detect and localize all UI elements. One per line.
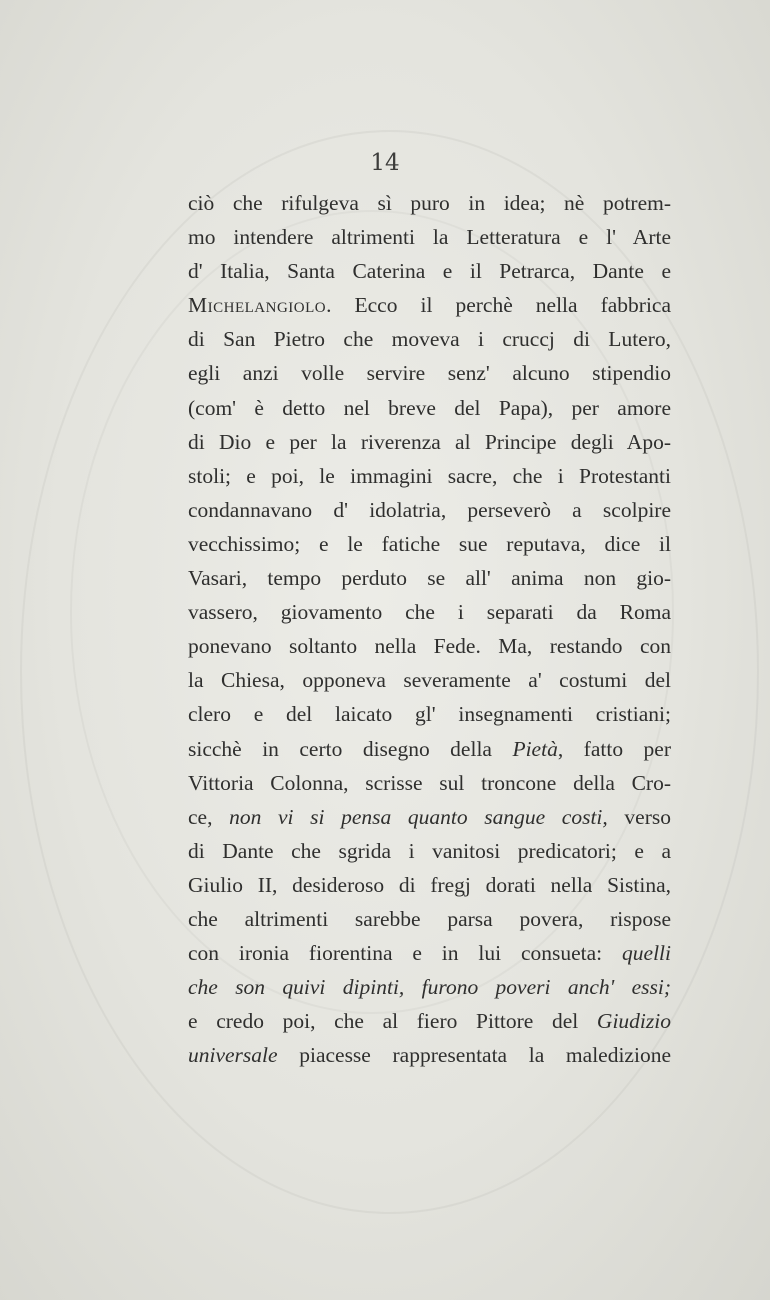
page-number: 14	[370, 150, 400, 176]
text-segment: ponevano soltanto nella Fede. Ma, restando con	[188, 634, 671, 659]
text-segment: ciò che rifulgeva sì puro in idea; nè potrem-	[188, 191, 671, 215]
text-segment: egli anzi volle servire senz' alcuno stipendio	[188, 361, 671, 386]
text-segment: di San Pietro che moveva i cruccj di Lutero,	[188, 327, 671, 352]
italic-text: Giudizio	[596, 1009, 671, 1034]
text-segment: , fatto per	[557, 736, 671, 761]
italic-text: non vi si pensa quanto sangue costi,	[229, 804, 608, 829]
italic-text: che son quivi dipinti, furono poveri anch' essi;	[188, 975, 671, 1000]
text-line	[188, 834, 671, 868]
text-line	[188, 186, 671, 220]
text-line	[188, 288, 671, 322]
text-segment: e credo poi, che al fiero Pittore del	[188, 1009, 597, 1034]
text-segment: Vasari, tempo perduto se all' anima non gio-	[188, 566, 671, 591]
text-line	[188, 322, 671, 356]
text-line	[188, 356, 671, 390]
text-segment: sicchè in certo disegno della	[188, 736, 513, 761]
text-line	[188, 868, 671, 902]
text-segment: piacesse rappresentata la maledizione	[277, 1043, 671, 1068]
text-line	[188, 732, 671, 766]
text-segment: di Dante che sgrida i vanitosi predicatori; e a	[188, 838, 671, 863]
text-segment: ce,	[188, 804, 230, 829]
text-segment: vecchissimo; e le fatiche sue reputava, dice il	[188, 531, 671, 556]
text-line	[188, 936, 671, 970]
text-segment: d' Italia, Santa Caterina e il Petrarca, Dante e	[188, 259, 671, 284]
text-line	[188, 220, 671, 254]
text-segment: mo intendere altrimenti la Letteratura e l' Arte	[188, 225, 671, 250]
text-line	[188, 254, 671, 288]
text-segment: Vittoria Colonna, scrisse sul troncone della Cro-	[188, 770, 671, 795]
small-caps-name: Michelangiolo	[188, 293, 327, 318]
italic-text: quelli	[622, 941, 671, 966]
text-segment: la Chiesa, opponeva severamente a' costumi del	[188, 668, 671, 693]
text-line	[188, 1038, 671, 1072]
text-segment: condannavano d' idolatria, perseverò a scolpire	[188, 497, 671, 522]
italic-text: universale	[188, 1043, 278, 1068]
text-segment: di Dio e per la riverenza al Principe degli Apo-	[188, 429, 671, 454]
text-line	[188, 629, 671, 663]
text-line	[188, 561, 671, 595]
text-segment: (com' è detto nel breve del Papa), per amore	[188, 395, 671, 420]
text-line	[188, 493, 671, 527]
text-line	[188, 663, 671, 697]
text-segment: . Ecco il perchè nella fabbrica	[326, 293, 671, 318]
italic-text: Pietà	[512, 736, 558, 761]
text-line	[188, 697, 671, 731]
text-segment: stoli; e poi, le immagini sacre, che i Protestanti	[188, 463, 671, 488]
body-text	[188, 186, 671, 1072]
text-segment: che altrimenti sarebbe parsa povera, rispose	[188, 906, 671, 931]
text-segment: Giulio II, desideroso di fregj dorati nella Sistina,	[188, 872, 671, 897]
text-line	[188, 595, 671, 629]
text-line	[188, 391, 671, 425]
text-line	[188, 766, 671, 800]
text-line	[188, 970, 671, 1004]
text-segment: verso	[607, 804, 671, 829]
text-line	[188, 425, 671, 459]
text-line	[188, 459, 671, 493]
text-line	[188, 800, 671, 834]
text-segment: clero e del laicato gl' insegnamenti cristiani;	[188, 702, 671, 727]
text-line	[188, 1004, 671, 1038]
text-segment: con ironia fiorentina e in lui consueta:	[188, 941, 623, 966]
text-segment: vassero, giovamento che i separati da Roma	[188, 600, 671, 625]
text-line	[188, 902, 671, 936]
text-line	[188, 527, 671, 561]
